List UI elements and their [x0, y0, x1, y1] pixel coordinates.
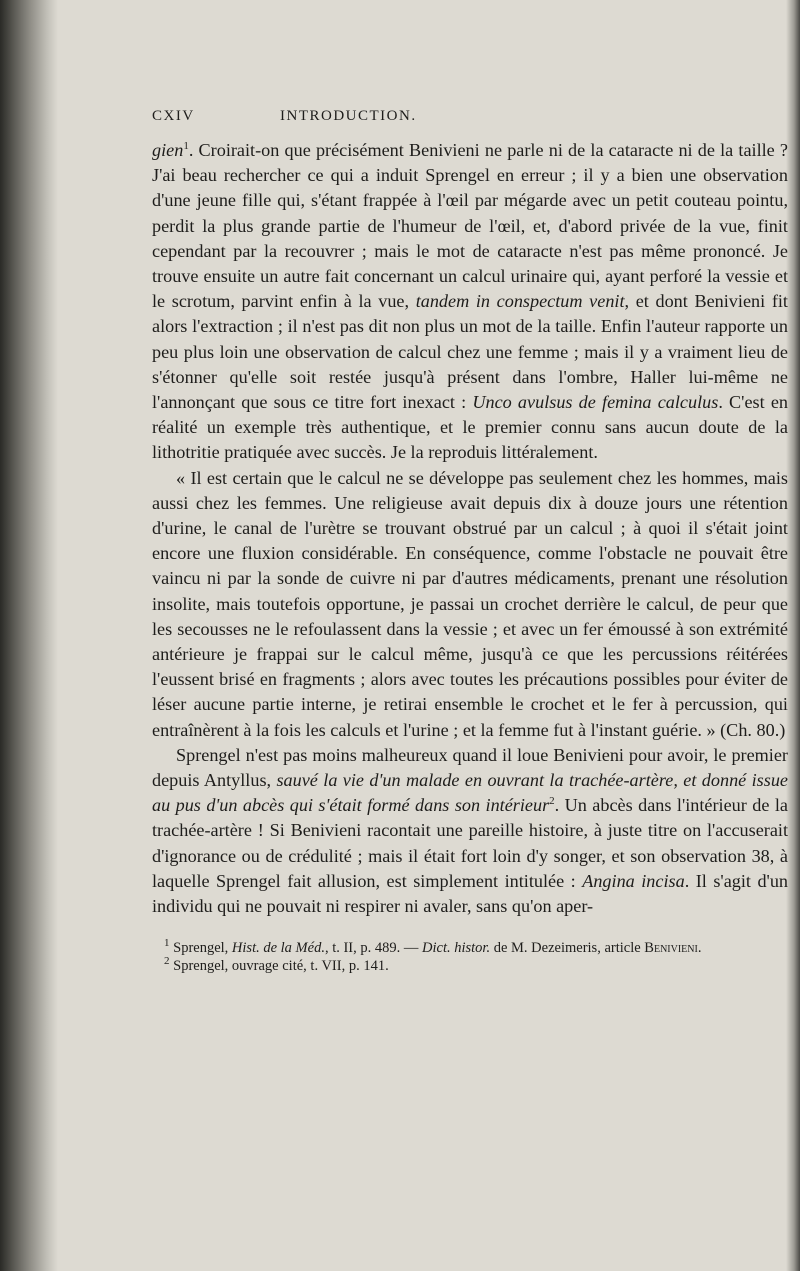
- running-header: [152, 104, 788, 132]
- page-edge-shadow: [786, 0, 800, 1271]
- page-number: CXIV: [152, 108, 195, 124]
- footnote-ref-2: 2: [549, 795, 555, 808]
- book-gutter-shadow: [0, 0, 58, 1271]
- footnote-ref-1: 1: [183, 139, 189, 152]
- footnotes: [152, 939, 788, 975]
- paragraph-tracheotomy: Sprengel n'est pas moins malheureux quand il loue Benivieni pour avoir, le premier depuis Antyllus, sauvé la vie d'un malade en ouvrant la trachée-artère, et donné issue au pus d'un abcès qui s'était formé dans son intérieur$^2$. Un abcès dans l'intérieur de la trachée-artère ! Si Benivieni racontait une pareille histoire, à juste titre on l'accuserait d'ignorance ou de crédulité ; mais il était fort loin d'y songer, et son observation 38, à laquelle Sprengel fait allusion, est simplement intitulée : Angina incisa. Il s'agit d'un individu qui ne pouvait ni respirer ni avaler, sans qu'on aper-: [152, 744, 789, 917]
- paragraph-benivieni-observations: gien$^1$. Croirait-on que précisément Benivieni ne parle ni de la cataracte ni de la taille ? J'ai beau rechercher ce qui a induit Sprengel en erreur ; il y a bien une observation d'une jeune fille qui, s'étant frappée à l'œil par mégarde avec un petit couteau pointu, perdit la plus grande partie de l'humeur de l'œil, et, d'abord privée de la vue, finit cependant par la recouvrer ; mais le mot de cataracte n'est pas même prononcé. Je trouve ensuite un autre fait concernant un calcul urinaire qui, ayant perforé la vessie et le scrotum, parvint enfin à la vue, tandem in conspectum venit, et dont Benivieni fit alors l'extraction ; il n'est pas dit non plus un mot de la taille. Enfin l'auteur rapporte un peu plus loin une observation de calcul chez une femme ; mais il y a vraiment lieu de s'étonner qu'elle soit restée jusqu'à présent dans l'ombre, Haller lui-même ne l'annonçant que sous ce titre fort inexact : Unco avulsus de femina calculus. C'est en réalité un exemple très authentique, et le premier connu sans aucun doute de la lithotritie pratiquée avec succès. Je la reproduis littéralement.: [152, 139, 788, 463]
- paragraph-quotation-lithotrity: « Il est certain que le calcul ne se développe pas seulement chez les hommes, mais aussi chez les femmes. Une religieuse avait depuis dix à douze jours une rétention d'urine, le canal de l'urètre se trouvant obstrué par un calcul ; à quoi il s'était joint encore une fluxion considérable. En conséquence, comme l'obstacle ne pouvait être vaincu ni par la sonde de cuivre ni par d'autres médicaments, prenant une résolution insolite, mais toutefois opportune, je passai un crochet derrière le calcul, de peur que les secousses ne le refoulassent dans la vessie ; et avec un fer émoussé à son extrémité antérieure je frappai sur le calcul même, jusqu'à ce que les percussions réitérées l'eussent brisé en fragments ; alors avec toutes les précautions possibles pour éviter de léser aucune partie interne, je retirai ensemble le crochet et le fer à percussion, qui entraînèrent à la fois les calculs et l'urine ; et la femme fut à l'instant guérie. » (Ch. 80.): [152, 467, 788, 740]
- main-text: [152, 138, 788, 919]
- running-title: INTRODUCTION.: [280, 108, 417, 124]
- footnote-2: $^2$ Sprengel, ouvrage cité, t. VII, p. 141.: [164, 955, 389, 975]
- book-page: [152, 104, 788, 975]
- footnote-1: $^1$ Sprengel, Hist. de la Méd., t. II, p. 489. — Dict. histor. de M. Dezeimeris, article Benivieni.: [164, 937, 702, 957]
